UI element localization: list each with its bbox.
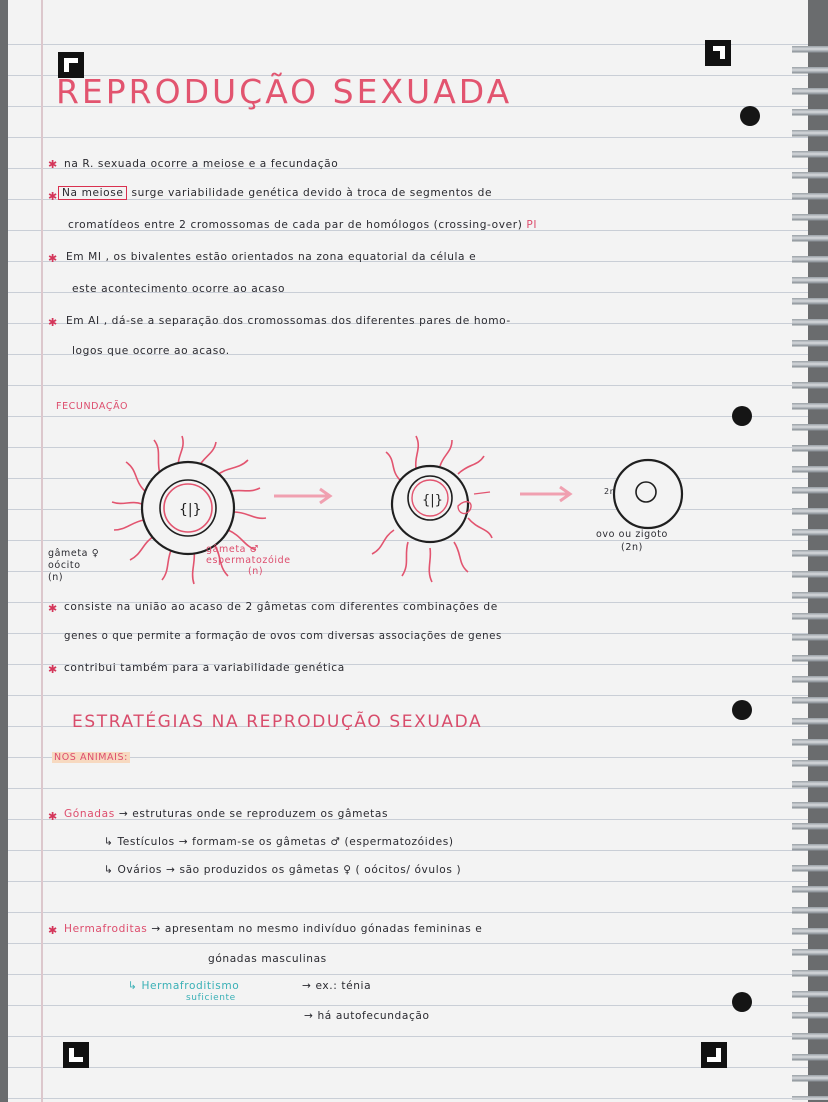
scan-marker-icon xyxy=(705,40,731,66)
svg-text:{|}: {|} xyxy=(422,493,443,508)
label-line: gâmeta ♂ xyxy=(206,544,259,555)
bullet-star-icon: ✱ xyxy=(48,663,58,676)
term-gonadas: Gónadas xyxy=(64,808,115,820)
sub-item-ovarios: ↳ Ovários → são produzidos os gâmetas ♀ ( oócitos/ óvulos ) xyxy=(104,864,462,876)
binder-hole xyxy=(732,992,752,1012)
bullet-text-cont xyxy=(68,219,537,231)
svg-text:{|}: {|} xyxy=(179,502,202,518)
bullet-text-cont: logos que ocorre ao acaso. xyxy=(72,345,230,357)
sub-heading-animais xyxy=(52,752,130,763)
bullet-star-icon: ✱ xyxy=(48,252,58,265)
fertilised-egg-icon xyxy=(372,436,492,582)
bullet-star-icon: ✱ xyxy=(48,316,58,329)
label-line: espermatozóide xyxy=(206,555,291,566)
definition: → estruturas onde se reproduzem os gâmetas xyxy=(118,808,389,820)
label-line: (2n) xyxy=(621,542,643,553)
bullet-text-cont: este acontecimento ocorre ao acaso xyxy=(72,283,286,295)
label-ovo xyxy=(596,528,668,554)
bullet-text: na R. sexuada ocorre a meiose e a fecundação xyxy=(64,158,339,170)
page-title: REPRODUÇÃO SEXUADA xyxy=(56,72,513,111)
binder-hole xyxy=(740,106,760,126)
bullet-line: cromatídeos entre 2 cromossomas de cada par de homólogos (crossing-over) xyxy=(68,219,523,231)
bullet-star-icon: ✱ xyxy=(48,602,58,615)
bullet-star-icon: ✱ xyxy=(48,924,58,937)
fecundacao-diagram xyxy=(38,430,718,590)
bullet-text xyxy=(64,808,388,820)
scan-marker-icon xyxy=(63,1042,89,1068)
bullet-text xyxy=(64,923,482,935)
sub-heading-text: NOS ANIMAIS: xyxy=(54,752,128,763)
section-heading-fecundacao: FECUNDAÇÃO xyxy=(56,401,129,412)
bullet-star-icon: ✱ xyxy=(48,190,58,203)
binder-hole xyxy=(732,700,752,720)
notebook-page xyxy=(8,0,808,1102)
bullet-text-cont: genes o que permite a formação de ovos com diversas associações de genes xyxy=(64,631,502,642)
binder-hole xyxy=(732,406,752,426)
label-line: oócito xyxy=(48,560,81,571)
bullet-text: contribui também para a variabilidade genética xyxy=(64,662,345,674)
autofecundacao: → há autofecundação xyxy=(304,1010,430,1022)
label-line: (n) xyxy=(248,566,264,577)
phase-tag: PI xyxy=(526,219,538,231)
example-tenia: → ex.: ténia xyxy=(302,980,372,992)
label-gameta-masculino xyxy=(206,544,291,577)
label-line: ovo ou zigoto xyxy=(596,529,668,540)
bullet-text: Em MI , os bivalentes estão orientados na zona equatorial da célula e xyxy=(66,251,477,263)
bullet-star-icon: ✱ xyxy=(48,810,58,823)
term-suficiente: suficiente xyxy=(186,993,236,1003)
zygote-ploidy: 2n xyxy=(604,487,616,496)
boxed-term: Na meiose xyxy=(58,186,127,200)
label-gameta-feminino xyxy=(48,548,99,584)
section-heading-estrategias: ESTRATÉGIAS NA REPRODUÇÃO SEXUADA xyxy=(72,712,483,732)
bullet-text-rest: surge variabilidade genética devido à troca de segmentos de xyxy=(131,187,493,199)
bullet-text xyxy=(58,186,492,200)
term-hermafroditismo: ↳ Hermafroditismo xyxy=(128,980,240,992)
definition: → apresentam no mesmo indivíduo gónadas femininas e xyxy=(151,923,483,935)
bullet-text: consiste na união ao acaso de 2 gâmetas com diferentes combinações de xyxy=(64,601,498,613)
bullet-text: Em AI , dá-se a separação dos cromossomas dos diferentes pares de homo- xyxy=(66,315,511,327)
spiral-binding xyxy=(792,40,828,1100)
label-line: gâmeta ♀ xyxy=(48,548,100,559)
scan-marker-icon xyxy=(701,1042,727,1068)
zygote-icon xyxy=(614,460,682,528)
bullet-text-cont: gónadas masculinas xyxy=(208,953,327,965)
label-line: (n) xyxy=(48,572,64,583)
term-hermafroditas: Hermafroditas xyxy=(64,923,148,935)
sub-item-testiculos: ↳ Testículos → formam-se os gâmetas ♂ (espermatozóides) xyxy=(104,836,454,848)
bullet-star-icon: ✱ xyxy=(48,158,58,171)
